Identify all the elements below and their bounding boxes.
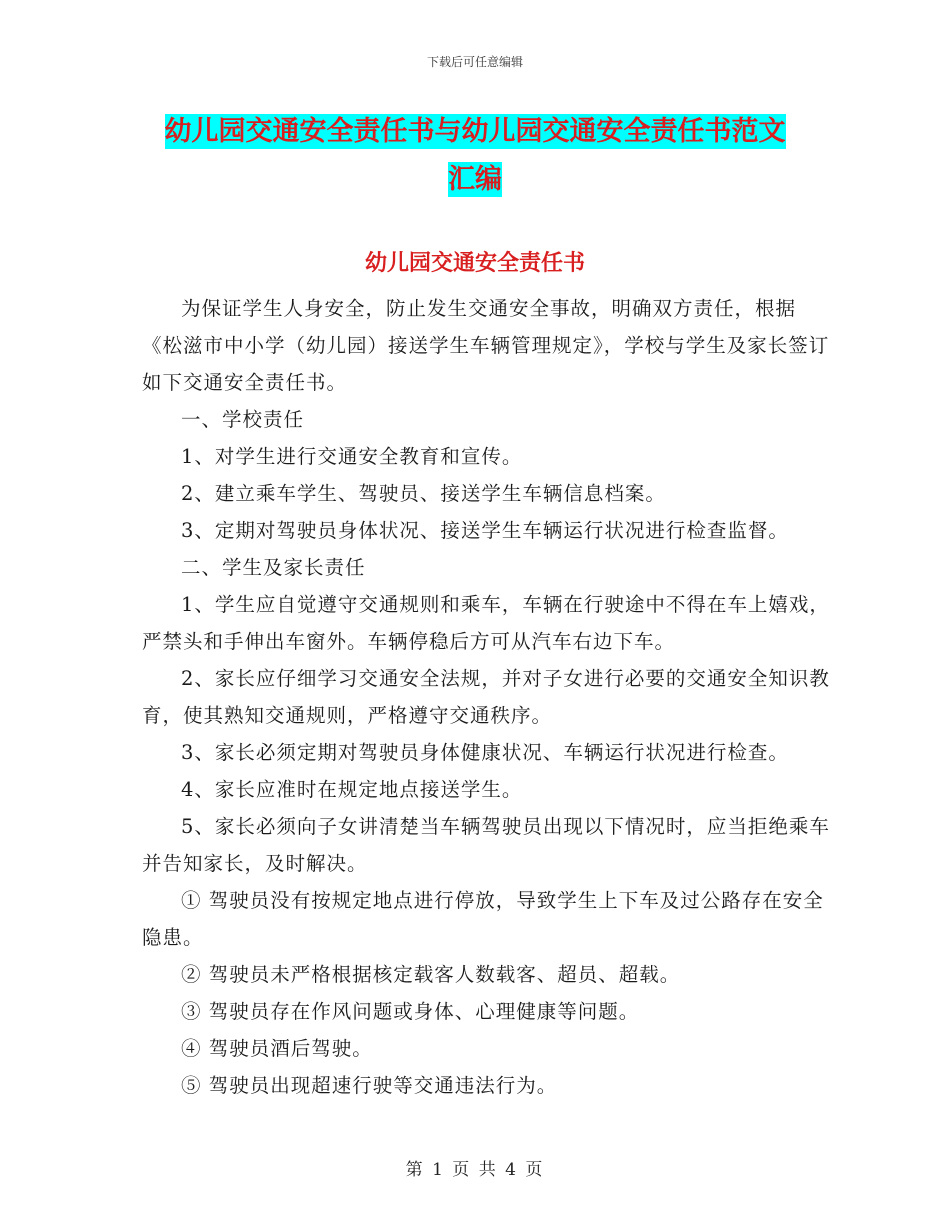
paragraph: 1、对学生进行交通安全教育和宣传。: [181, 445, 523, 468]
document-title-line-1: 幼儿园交通安全责任书与幼儿园交通安全责任书范文: [164, 116, 786, 147]
paragraph: 2、家长应仔细学习交通安全法规，并对子女进行必要的交通安全知识教育，使其熟知交通规则，严格遵守交通秩序。: [142, 667, 830, 727]
paragraph: 3、定期对驾驶员身体状况、接送学生车辆运行状况进行检查监督。: [181, 519, 789, 542]
paragraph: 1、学生应自觉遵守交通规则和乘车，车辆在行驶途中不得在车上嬉戏，严禁头和手伸出车窗外。车辆停稳后方可从汽车右边下车。: [142, 593, 830, 653]
paragraph: 为保证学生人身安全，防止发生交通安全事故，明确双方责任，根据《松滋市中小学（幼儿园）接送学生车辆管理规定》，学校与学生及家长签订如下交通安全责任书。: [142, 297, 830, 394]
document-title-line-2: 汇编: [448, 164, 502, 195]
paragraph: 5、家长必须向子女讲清楚当车辆驾驶员出现以下情况时，应当拒绝乘车并告知家长，及时解决。: [142, 815, 830, 875]
document-body: [142, 290, 832, 1104]
page-header-note: 下载后可任意编辑: [426, 55, 523, 69]
section-title: 幼儿园交通安全责任书: [364, 251, 585, 276]
paragraph: ⑤ 驾驶员出现超速行驶等交通违法行为。: [181, 1074, 558, 1097]
paragraph: ① 驾驶员没有按规定地点进行停放，导致学生上下车及过公路存在安全隐患。: [142, 889, 824, 949]
paragraph: ③ 驾驶员存在作风问题或身体、心理健康等问题。: [181, 1000, 640, 1023]
paragraph: ② 驾驶员未严格根据核定载客人数载客、超员、超载。: [181, 963, 681, 986]
paragraph: ④ 驾驶员酒后驾驶。: [181, 1037, 373, 1060]
paragraph: 4、家长应准时在规定地点接送学生。: [181, 778, 523, 801]
page-number: 第 1 页 共 4 页: [405, 1160, 545, 1180]
paragraph: 2、建立乘车学生、驾驶员、接送学生车辆信息档案。: [181, 482, 666, 505]
document-title: [0, 108, 950, 204]
paragraph: 一、学校责任: [181, 408, 305, 431]
paragraph: 二、学生及家长责任: [181, 556, 366, 579]
paragraph: 3、家长必须定期对驾驶员身体健康状况、车辆运行状况进行检查。: [181, 741, 789, 764]
